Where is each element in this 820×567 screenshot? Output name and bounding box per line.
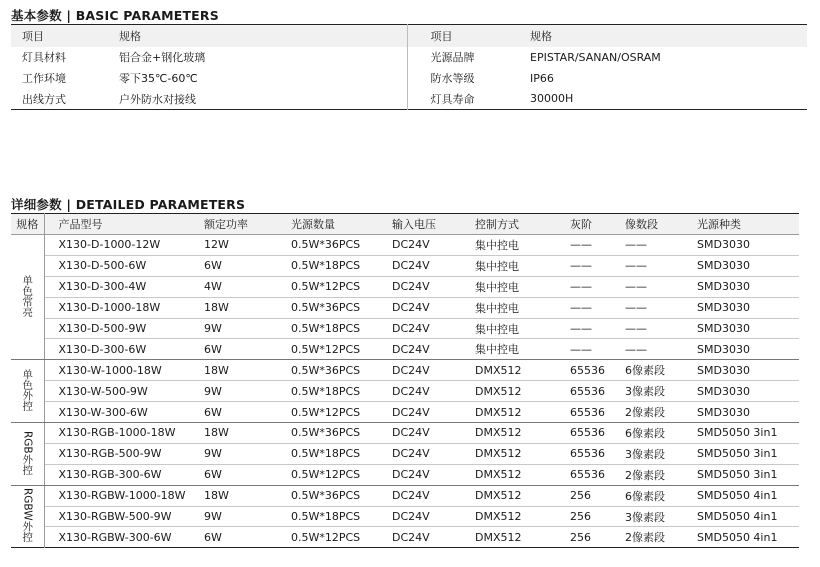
cell-model: X130-D-1000-12W — [44, 235, 204, 256]
cell-control: DMX512 — [475, 485, 563, 506]
cell-light-source: SMD3030 — [697, 402, 799, 423]
cell-power: 18W — [204, 360, 291, 381]
basic-cell: 30000H — [530, 92, 574, 106]
cell-power: 18W — [204, 423, 291, 444]
table-row — [11, 255, 799, 276]
basic-cell: EPISTAR/SANAN/OSRAM — [530, 50, 661, 64]
basic-header-row — [11, 25, 807, 47]
basic-cell: 灯具寿命 — [407, 89, 526, 110]
cell-control: DMX512 — [475, 360, 563, 381]
cell-gray-scale: —— — [563, 297, 620, 318]
cell-pixel-segment: —— — [620, 235, 697, 256]
cell-gray-scale: —— — [563, 318, 620, 339]
cell-power: 9W — [204, 381, 291, 402]
cell-led-count: 0.5W*18PCS — [291, 318, 392, 339]
basic-row — [11, 47, 807, 68]
cell-led-count: 0.5W*18PCS — [291, 255, 392, 276]
cell-control: DMX512 — [475, 506, 563, 527]
cell-voltage: DC24V — [392, 530, 430, 544]
basic-parameters-table — [11, 24, 807, 110]
basic-cell: 光源品牌 — [407, 47, 526, 68]
header-light-source: 光源种类 — [697, 214, 799, 235]
cell-model: X130-RGB-300-6W — [44, 464, 204, 485]
cell-pixel-segment: 6像素段 — [620, 423, 697, 444]
cell-voltage: DC24V — [392, 339, 475, 360]
cell-led-count: 0.5W*36PCS — [291, 297, 392, 318]
basic-header-spec-2: 规格 — [530, 29, 552, 43]
cell-control: DMX512 — [475, 443, 563, 464]
cell-pixel-segment: 6像素段 — [620, 485, 697, 506]
basic-cell: IP66 — [530, 71, 554, 85]
header-voltage: 输入电压 — [392, 214, 475, 235]
table-row — [11, 423, 799, 444]
cell-power: 6W — [204, 464, 291, 485]
cell-voltage: DC24V — [392, 318, 475, 339]
cell-light-source: SMD3030 — [697, 318, 799, 339]
spec-group-label — [11, 235, 44, 360]
detailed-title-en: DETAILED PARAMETERS — [75, 197, 246, 212]
cell-control: DMX512 — [475, 530, 522, 544]
cell-model: X130-D-300-4W — [44, 276, 204, 297]
cell-model: X130-D-1000-18W — [44, 297, 204, 318]
table-row — [11, 235, 799, 256]
cell-led-count: 0.5W*18PCS — [291, 506, 392, 527]
cell-model: X130-D-500-6W — [44, 255, 204, 276]
cell-gray-scale: 65536 — [563, 381, 620, 402]
cell-light-source: SMD5050 3in1 — [697, 464, 799, 485]
cell-power: 18W — [204, 297, 291, 318]
cell-light-source: SMD5050 3in1 — [697, 423, 799, 444]
basic-row — [11, 89, 807, 110]
cell-gray-scale: 65536 — [563, 402, 620, 423]
cell-voltage: DC24V — [392, 360, 475, 381]
cell-pixel-segment: —— — [620, 255, 697, 276]
cell-gray-scale: —— — [563, 255, 620, 276]
cell-model: X130-RGBW-300-6W — [58, 530, 172, 544]
cell-control: DMX512 — [475, 464, 563, 485]
table-row — [11, 276, 799, 297]
cell-voltage: DC24V — [392, 276, 475, 297]
cell-model: X130-W-500-9W — [44, 381, 204, 402]
cell-led-count: 0.5W*18PCS — [291, 381, 392, 402]
basic-cell: 铝合金+钢化玻璃 — [119, 51, 206, 64]
cell-voltage: DC24V — [392, 235, 475, 256]
cell-voltage: DC24V — [392, 402, 475, 423]
cell-voltage: DC24V — [392, 443, 475, 464]
basic-row — [11, 68, 807, 89]
cell-gray-scale: —— — [563, 276, 620, 297]
cell-power: 6W — [204, 255, 291, 276]
cell-light-source: SMD3030 — [697, 381, 799, 402]
cell-pixel-segment: 2像素段 — [620, 464, 697, 485]
cell-led-count: 0.5W*36PCS — [291, 485, 392, 506]
basic-cell: 零下35℃-60℃ — [119, 72, 198, 85]
table-row — [11, 485, 799, 506]
cell-gray-scale: 65536 — [563, 464, 620, 485]
detailed-table-body — [11, 235, 799, 548]
table-row — [11, 402, 799, 423]
basic-cell: 工作环境 — [22, 72, 66, 85]
cell-pixel-segment: 3像素段 — [620, 443, 697, 464]
header-spec: 规格 — [11, 214, 44, 235]
cell-voltage: DC24V — [392, 297, 475, 318]
cell-control: DMX512 — [475, 402, 563, 423]
cell-voltage: DC24V — [392, 423, 475, 444]
table-row — [11, 318, 799, 339]
spec-group-label — [11, 360, 44, 423]
cell-gray-scale: —— — [563, 235, 620, 256]
cell-power: 9W — [204, 318, 291, 339]
cell-control: DMX512 — [475, 381, 563, 402]
spec-group-text: 单色外控 — [21, 368, 34, 411]
cell-power: 6W — [204, 530, 222, 544]
header-pixel-segment: 像数段 — [620, 214, 697, 235]
table-row — [11, 297, 799, 318]
cell-power: 4W — [204, 276, 291, 297]
cell-model: X130-RGBW-500-9W — [44, 506, 204, 527]
cell-light-source: SMD5050 4in1 — [697, 530, 778, 544]
table-row — [11, 360, 799, 381]
basic-header-spec: 规格 — [119, 29, 141, 43]
cell-led-count: 0.5W*36PCS — [291, 423, 392, 444]
header-power: 额定功率 — [204, 214, 291, 235]
table-row — [11, 464, 799, 485]
cell-model: X130-W-1000-18W — [44, 360, 204, 381]
spec-group-label — [11, 423, 44, 486]
cell-model: X130-RGB-500-9W — [44, 443, 204, 464]
basic-title-cn: 基本参数 — [11, 8, 62, 23]
spec-group-text: 单色常亮 — [21, 274, 34, 317]
basic-title-separator: | — [66, 8, 72, 23]
cell-led-count: 0.5W*18PCS — [291, 443, 392, 464]
cell-led-count: 0.5W*12PCS — [291, 402, 392, 423]
basic-cell: 防水等级 — [407, 68, 526, 89]
cell-voltage: DC24V — [392, 464, 475, 485]
cell-control: 集中控电 — [475, 339, 563, 360]
cell-gray-scale: 65536 — [563, 423, 620, 444]
cell-power: 18W — [204, 485, 291, 506]
cell-pixel-segment: —— — [620, 318, 697, 339]
basic-cell: 出线方式 — [22, 92, 66, 106]
cell-gray-scale: 256 — [563, 506, 620, 527]
cell-power: 9W — [204, 443, 291, 464]
cell-light-source: SMD3030 — [697, 276, 799, 297]
detailed-title-separator: | — [66, 197, 72, 212]
cell-control: 集中控电 — [475, 235, 563, 256]
cell-pixel-segment: 3像素段 — [620, 381, 697, 402]
header-control: 控制方式 — [475, 214, 563, 235]
basic-cell: 户外防水对接线 — [119, 92, 196, 106]
header-led-count: 光源数量 — [291, 214, 392, 235]
table-row — [11, 443, 799, 464]
cell-light-source: SMD3030 — [697, 339, 799, 360]
cell-model: X130-RGB-1000-18W — [44, 423, 204, 444]
cell-voltage: DC24V — [392, 485, 475, 506]
cell-control: 集中控电 — [475, 297, 563, 318]
basic-header-item: 项目 — [22, 29, 44, 43]
cell-model: X130-W-300-6W — [44, 402, 204, 423]
cell-gray-scale: 65536 — [563, 360, 620, 381]
cell-pixel-segment: —— — [620, 339, 697, 360]
cell-voltage: DC24V — [392, 381, 475, 402]
cell-led-count: 0.5W*36PCS — [291, 360, 392, 381]
cell-control: DMX512 — [475, 423, 563, 444]
header-gray-scale: 灰阶 — [563, 214, 620, 235]
spec-group-text: RGB外控 — [21, 430, 34, 475]
cell-voltage: DC24V — [392, 255, 475, 276]
cell-pixel-segment: 6像素段 — [620, 360, 697, 381]
cell-power: 9W — [204, 506, 291, 527]
cell-model: X130-D-300-6W — [44, 339, 204, 360]
cell-led-count: 0.5W*36PCS — [291, 235, 392, 256]
cell-light-source: SMD5050 3in1 — [697, 443, 799, 464]
cell-power: 6W — [204, 339, 291, 360]
cell-model: X130-D-500-9W — [44, 318, 204, 339]
cell-led-count: 0.5W*12PCS — [291, 464, 392, 485]
cell-light-source: SMD3030 — [697, 235, 799, 256]
cell-model: X130-RGBW-1000-18W — [44, 485, 204, 506]
cell-gray-scale: 65536 — [563, 443, 620, 464]
cell-control: 集中控电 — [475, 318, 563, 339]
cell-voltage: DC24V — [392, 506, 475, 527]
cell-pixel-segment: —— — [620, 276, 697, 297]
basic-cell: 灯具材料 — [22, 51, 66, 64]
cell-gray-scale: 256 — [570, 530, 591, 544]
cell-gray-scale: 256 — [563, 485, 620, 506]
cell-power: 6W — [204, 402, 291, 423]
basic-title-en: BASIC PARAMETERS — [75, 8, 219, 23]
detailed-title-cn: 详细参数 — [11, 197, 62, 212]
table-row — [11, 339, 799, 360]
cell-light-source: SMD5050 4in1 — [697, 485, 799, 506]
detailed-parameters-table — [11, 213, 799, 548]
cell-pixel-segment: —— — [620, 297, 697, 318]
cell-light-source: SMD3030 — [697, 360, 799, 381]
table-row — [11, 381, 799, 402]
cell-light-source: SMD5050 4in1 — [697, 506, 799, 527]
header-model: 产品型号 — [44, 214, 204, 235]
spec-group-label — [11, 485, 44, 548]
spec-group-text: RGBW外控 — [21, 488, 34, 542]
cell-light-source: SMD3030 — [697, 297, 799, 318]
cell-pixel-segment: 2像素段 — [625, 531, 665, 545]
cell-control: 集中控电 — [475, 255, 563, 276]
cell-led-count: 0.5W*12PCS — [291, 530, 361, 544]
cell-light-source: SMD3030 — [697, 255, 799, 276]
table-row — [11, 527, 799, 548]
cell-power: 12W — [204, 235, 291, 256]
basic-parameters-title — [11, 6, 219, 24]
cell-pixel-segment: 2像素段 — [620, 402, 697, 423]
cell-gray-scale: —— — [563, 339, 620, 360]
detailed-parameters-title — [11, 195, 245, 213]
detailed-header-row — [11, 214, 799, 235]
basic-header-item-2: 项目 — [407, 25, 526, 47]
table-row — [11, 506, 799, 527]
cell-pixel-segment: 3像素段 — [620, 506, 697, 527]
cell-control: 集中控电 — [475, 276, 563, 297]
cell-led-count: 0.5W*12PCS — [291, 276, 392, 297]
cell-led-count: 0.5W*12PCS — [291, 339, 392, 360]
